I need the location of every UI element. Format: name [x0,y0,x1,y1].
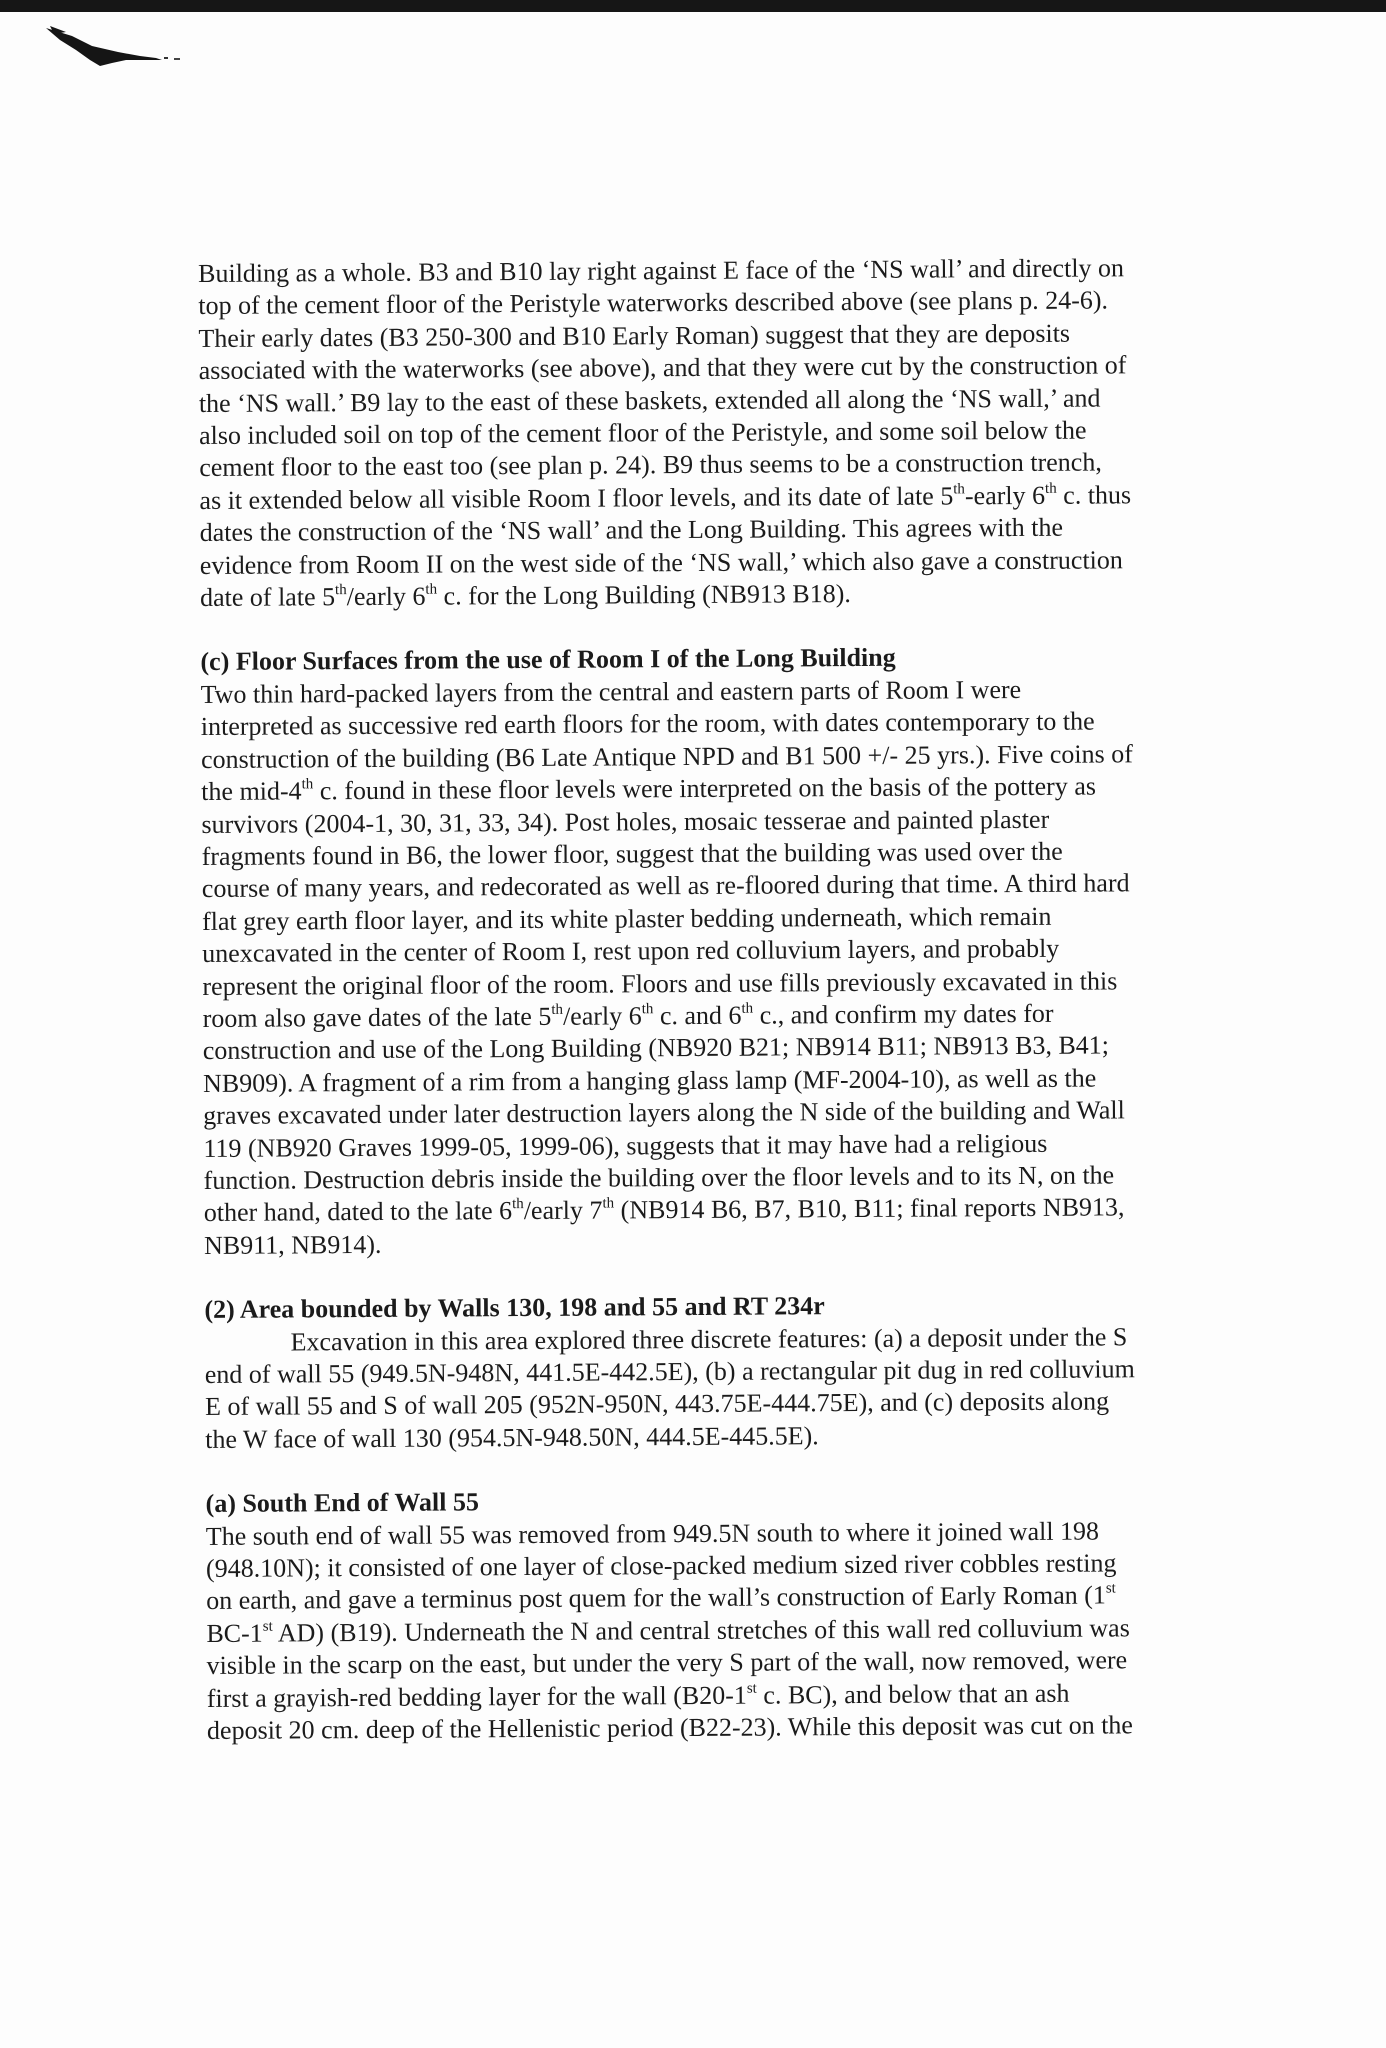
text-line: -early 6 [964,480,1046,511]
text-line: construction of the building (B6 Late Antique NPD and B1 500 +/- 25 yrs.). Five coins of [200,738,1133,774]
text-line: survivors (2004-1, 30, 31, 33, 34). Post holes, mosaic tesserae and painted plaster [201,804,1050,839]
superscript: th [953,481,965,498]
text-line: /early 7 [523,1195,603,1226]
scan-arrow-mark-icon [40,22,190,72]
text-line: cement floor to the east too (see plan p. 24). B9 thus seems to be a construction trench, [199,447,1102,483]
text-line: c., and confirm my dates for [753,998,1054,1030]
text-line: 119 (NB920 Graves 1999-05, 1999-06), suggests that it may have had a religious [203,1128,1048,1163]
text-line: NB909). A fragment of a rim from a hanging glass lamp (MF-2004-10), as well as the [202,1063,1097,1098]
text-line: unexcavated in the center of Room I, rest upon red colluvium layers, and probably [202,933,1060,969]
text-line: Their early dates (B3 250-300 and B10 Early Roman) suggest that they are deposits [198,318,1071,353]
text-line: c. BC), and below that an ash [756,1678,1070,1710]
text-line: the ‘NS wall.’ B9 lay to the east of these baskets, extended all along the ‘NS wall,’ and [198,383,1101,418]
text-line: course of many years, and redecorated as well as re-floored during that time. A third hard [201,868,1130,904]
text-line: c. for the Long Building (NB913 B18). [437,579,851,611]
text-line: date of late 5 [199,582,336,613]
section-heading-floor-surfaces: (c) Floor Surfaces from the use of Room I of the Long Building [200,643,896,677]
text-line: Excavation in this area explored three discrete features: (a) a deposit under the S [290,1321,1128,1357]
section-heading-south-end-wall: (a) South End of Wall 55 [205,1487,480,1519]
text-line: E of wall 55 and S of wall 205 (952N-950N, 443.75E-444.75E), and (c) deposits along [204,1386,1110,1422]
superscript: th [425,581,438,598]
text-line: visible in the scarp on the east, but under the very S part of the wall, now removed, were [206,1645,1128,1681]
text-line: end of wall 55 (949.5N-948N, 441.5E-442.5E), (b) a rectangular pit dug in red colluvium [204,1354,1135,1389]
paragraph-floor-surfaces [201,673,1245,1263]
text-line: deposit 20 cm. deep of the Hellenistic period (B22-23). While this deposit was cut on the [206,1710,1134,1746]
text-line: evidence from Room II on the west side of the ‘NS wall,’ which also gave a construction [199,545,1123,580]
text-line: also included soil on top of the cement floor of the Peristyle, and some soil below the [198,415,1087,451]
text-line: represent the original floor of the room. Floors and use fills previously excavated in this [202,965,1118,1001]
text-line: construction and use of the Long Building (NB920 B21; NB914 B11; NB913 B3, B41; [202,1030,1110,1066]
text-line: (NB914 B6, B7, B10, B11; final reports NB913, [614,1192,1125,1225]
text-line: associated with the waterworks (see above), and that they were cut by the construction of [198,350,1127,386]
superscript: th [551,1001,564,1018]
text-line: c. and 6 [653,1000,742,1031]
page-text-body [198,252,1247,1748]
text-line: interpreted as successive red earth floors for the room, with dates contemporary to the [200,706,1095,742]
text-line: flat grey earth floor layer, and its white plaster bedding underneath, which remain [201,901,1052,936]
superscript: th [301,776,314,793]
text-line: function. Destruction debris inside the building over the floor levels and to its N, on the [203,1160,1115,1195]
text-line: the W face of wall 130 (954.5N-948.50N, 444.5E-445.5E). [205,1421,819,1454]
superscript: st [1105,1580,1116,1597]
text-line: c. thus [1056,480,1132,510]
text-line: /early 6 [346,581,426,612]
superscript: th [1044,480,1057,497]
text-line: Building as a whole. B3 and B10 lay right against E face of the ‘NS wall’ and directly on [198,253,1125,288]
superscript: th [641,1001,654,1018]
text-line: room also gave dates of the late 5 [202,1001,552,1033]
text-line: Two thin hard-packed layers from the central and eastern parts of Room I were [200,674,1022,709]
superscript: st [262,1618,273,1635]
text-line: c. found in these floor levels were interpreted on the basis of the pottery as [313,771,1097,806]
superscript: st [746,1680,757,1697]
text-line: BC-1 [206,1618,263,1648]
superscript: th [512,1196,524,1213]
text-line: other hand, dated to the late 6 [203,1196,513,1228]
text-line: graves excavated under later destruction layers along the N side of the building and Wall [203,1095,1125,1131]
text-line: (948.10N); it consisted of one layer of close-packed medium sized river cobbles resting [205,1548,1117,1584]
text-line: on earth, and gave a terminus post quem for the wall’s construction of Early Roman (1 [206,1580,1106,1616]
superscript: th [741,1000,754,1017]
superscript: th [602,1195,615,1212]
text-line: /early 6 [562,1001,642,1031]
text-line: first a grayish-red bedding layer for the wall (B20-1 [206,1680,747,1713]
text-line: the mid-4 [201,776,302,807]
text-line: dates the construction of the ‘NS wall’ and the Long Building. This agrees with the [199,512,1064,548]
text-line: fragments found in B6, the lower floor, suggest that the building was used over the [201,836,1063,871]
section-heading-area-walls: (2) Area bounded by Walls 130, 198 and 55 and RT 234r [204,1291,825,1325]
text-line: The south end of wall 55 was removed from 949.5N south to where it joined wall 198 [205,1516,1100,1551]
paragraph-area-walls [205,1320,1246,1456]
text-line: top of the cement floor of the Peristyle waterworks described above (see plans p. 24-6). [198,285,1109,321]
paragraph-south-end-wall [206,1514,1247,1747]
scan-top-edge [0,0,1386,12]
text-line: AD) (B19). Underneath the N and central stretches of this wall red colluvium was [272,1613,1130,1648]
text-line: NB911, NB914). [203,1229,382,1260]
text-line: as it extended below all visible Room I floor levels, and its date of late 5 [199,481,954,515]
superscript: th [334,582,347,599]
paragraph-long-building-dating [198,252,1240,615]
